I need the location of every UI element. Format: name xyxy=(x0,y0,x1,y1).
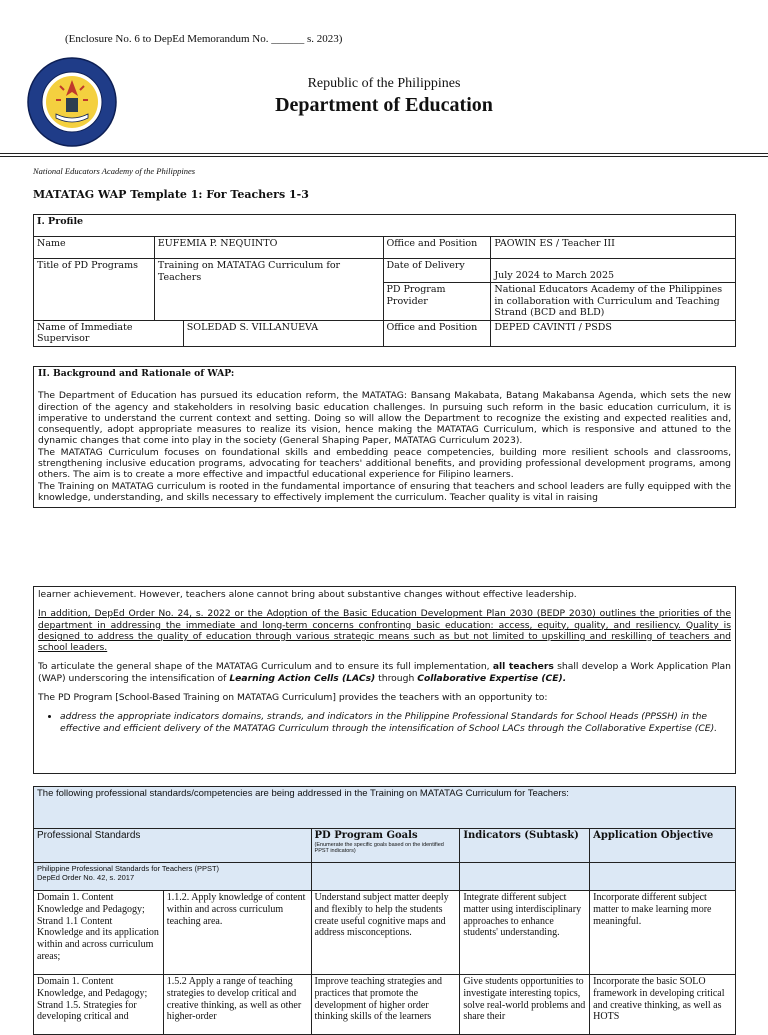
background-paragraph-3: The Training on MATATAG curriculum is rooted in the fundamental importance of ensuring that teachers and school leaders are fully equipped with the knowledge, understanding, and skills necessary to effectively implement the curriculum. Teacher quality is vital in raising xyxy=(38,480,731,503)
office2-label: Office and Position xyxy=(383,320,491,346)
table-row xyxy=(34,975,736,1035)
profile-table xyxy=(33,214,736,347)
col-professional-standards: Professional Standards xyxy=(34,829,312,863)
delivery-label: Date of Delivery xyxy=(383,259,491,283)
row1-indicator: 1.1.2. Apply knowledge of content within and across curriculum teaching area. xyxy=(163,891,311,975)
department-title: Department of Education xyxy=(275,94,493,116)
template-title: MATATAG WAP Template 1: For Teachers 1-3 xyxy=(33,188,309,201)
provider-value: National Educators Academy of the Philippines in collaboration with Curriculum and Teaching Strand (BCD and BLD) xyxy=(491,283,736,321)
background-section xyxy=(33,366,736,508)
row2-domain: Domain 1. Content Knowledge, and Pedagogy; Strand 1.5. Strategies for developing critical and xyxy=(34,975,164,1035)
background-bullet-list xyxy=(38,711,731,734)
name-label: Name xyxy=(34,237,155,259)
profile-section-title: I. Profile xyxy=(34,215,736,237)
row1-goal: Understand subject matter deeply and flexibly to help the students create useful cognitive maps and address misconceptions. xyxy=(311,891,460,975)
background-title: II. Background and Rationale of WAP: xyxy=(38,368,235,379)
background-paragraph-4: learner achievement. However, teachers alone cannot bring about substantive changes without effective leadership. xyxy=(38,589,577,600)
col-indicators: Indicators (Subtask) xyxy=(460,829,590,863)
row2-subtask: Give students opportunities to investigate interesting topics, solve real-world problems and share their xyxy=(460,975,590,1035)
ppst-empty-goal xyxy=(311,863,460,891)
row1-objective: Incorporate different subject matter to make learning more meaningful. xyxy=(590,891,736,975)
delivery-value: July 2024 to March 2025 xyxy=(491,259,736,283)
pd-title-label: Title of PD Programs xyxy=(34,259,155,321)
header-divider-2 xyxy=(0,156,768,157)
row2-indicator: 1.5.2 Apply a range of teaching strategies to develop critical and creative thinking, as well as other higher-order xyxy=(163,975,311,1035)
ppst-label: Philippine Professional Standards for Teachers (PPST) DepEd Order No. 42, s. 2017 xyxy=(34,863,312,891)
col-application-objective: Application Objective xyxy=(590,829,736,863)
table-row xyxy=(34,891,736,975)
background-paragraph-5: In addition, DepEd Order No. 24, s. 2022 or the Adoption of the Basic Education Development Plan 2030 (BEDP 2030) outlines the priorities of the department in addressing the immediate and long-term concerns confronting basic education: access, equity, quality, and resiliency. Quality is designed to address the quality of education through various strategic means such as but not limited to upskilling and reskilling of teachers and school leaders. xyxy=(38,608,731,654)
republic-line: Republic of the Philippines xyxy=(307,76,461,91)
header-divider xyxy=(0,153,768,154)
academy-name: National Educators Academy of the Philippines xyxy=(33,166,196,176)
background-paragraph-1: The Department of Education has pursued its education reform, the MATATAG: Bansang Makabata, Batang Makabansa Agenda, which sets the new direction of the agency and stakeholders in resolving basic education challenges. In pursuing such reform in the basic education curriculum, it is imperative to understand the current context and setting. Doing so will allow the Department to recognize the existing and expected realities and, consequently, adopt appropriate measures to realize its vision, hence making the MATATAG Curriculum, which is responsive and attuned to the dynamic changes that come into play in the society (General Shaping Paper, MATATAG Curriculum 2023). xyxy=(38,390,731,447)
name-value: EUFEMIA P. NEQUINTO xyxy=(154,237,383,259)
list-item: • address the appropriate indicators domains, strands, and indicators in the Philippine Professional Standards for School Heads (PPSSH) in the effective and efficient delivery of the MATATAG Curriculum through the intensification of School LACs through the Collaborative Expertise (CE). xyxy=(60,711,731,734)
standards-table xyxy=(33,786,736,1035)
ppst-empty-indicator xyxy=(460,863,590,891)
enclosure-note: (Enclosure No. 6 to DepEd Memorandum No. ______ s. 2023) xyxy=(65,33,343,45)
provider-label: PD Program Provider xyxy=(383,283,491,321)
office-label: Office and Position xyxy=(383,237,491,259)
pd-title-value: Training on MATATAG Curriculum for Teachers xyxy=(154,259,383,321)
background-section-continued xyxy=(33,586,736,774)
background-paragraph-6: To articulate the general shape of the MATATAG Curriculum and to ensure its full implementation, all teachers shall develop a Work Application Plan (WAP) underscoring the intensification of Learning Action Cells (LACs) through Collaborative Expertise (CE). xyxy=(38,661,731,684)
row1-subtask: Integrate different subject matter using interdisciplinary approaches to enhance students' understanding. xyxy=(460,891,590,975)
col-pd-goals: PD Program Goals (Enumerate the specific goals based on the identified PPST indicators) xyxy=(311,829,460,863)
office2-value: DEPED CAVINTI / PSDS xyxy=(491,320,736,346)
supervisor-value: SOLEDAD S. VILLANUEVA xyxy=(183,320,383,346)
standards-intro: The following professional standards/competencies are being addressed in the Training on MATATAG Curriculum for Teachers: xyxy=(34,787,736,829)
row2-objective: Incorporate the basic SOLO framework in developing critical and creative thinking, as well as HOTS xyxy=(590,975,736,1035)
ppst-empty-objective xyxy=(590,863,736,891)
supervisor-label: Name of Immediate Supervisor xyxy=(34,320,184,346)
background-paragraph-2: The MATATAG Curriculum focuses on foundational skills and embedding peace competencies, building more resilient schools and classrooms, strengthening inclusive education programs, advocating for teachers' additional benefits, and providing professional development programs, among others. The aim is to create a more effective and impactful educational experience for Filipino learners. xyxy=(38,446,731,481)
background-paragraph-7: The PD Program [School-Based Training on MATATAG Curriculum] provides the teachers with an opportunity to: xyxy=(38,692,548,704)
row2-goal: Improve teaching strategies and practices that promote the development of higher order thinking skills of the learners xyxy=(311,975,460,1035)
office-value: PAOWIN ES / Teacher III xyxy=(491,237,736,259)
row1-domain: Domain 1. Content Knowledge and Pedagogy; Strand 1.1 Content Knowledge and its application within and across curriculum areas; xyxy=(34,891,164,975)
